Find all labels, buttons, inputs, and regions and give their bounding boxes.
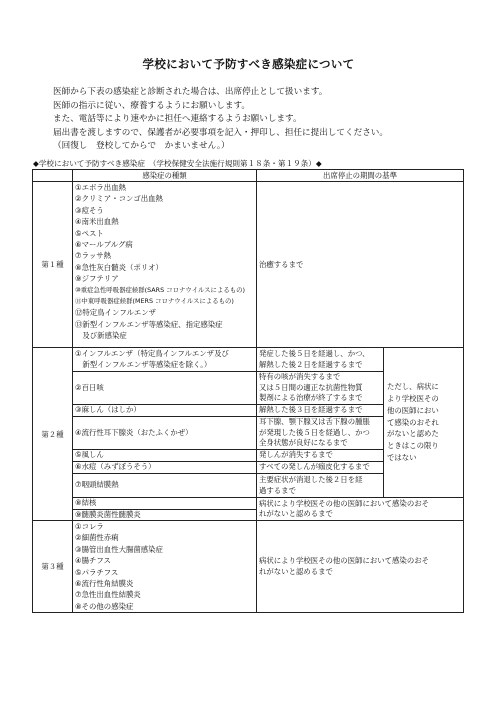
intro-line: 医師から下表の感染症と診断された場合は、出席停止として扱います。	[53, 87, 328, 97]
list-item: ③腸管出血性大腸菌感染症	[75, 544, 163, 554]
list-item: ④腸チフス	[75, 556, 111, 566]
header-period: 出席停止の期間の基準	[257, 170, 464, 182]
list-item: ①コレラ	[75, 522, 104, 531]
list-item: ⑦急性出血性結膜炎	[75, 590, 141, 600]
grade2-disease-9: ⑨髄膜炎菌性髄膜炎	[73, 509, 257, 521]
intro-text	[53, 86, 483, 154]
list-item: ⑧その他の感染症	[75, 601, 134, 611]
intro-line: （回復し 登校してからで かまいません。）	[53, 141, 230, 151]
list-item: ⑤パラチフス	[75, 567, 119, 577]
grade2-note: ただし、病状に より学校医その 他の医師におい て感染のおそれ がないと認めた ときはこの限り ではない	[384, 348, 464, 498]
list-item: ⑨ジフテリア	[75, 274, 119, 284]
list-item: ②細菌性赤痢	[75, 533, 119, 543]
grade2-disease-4: ④流行性耳下腺炎（おたふくかぜ）	[73, 417, 257, 450]
grade2-period-3: 解熱した後３日を経過するまで	[257, 405, 384, 417]
list-item: ⑩重症急性呼吸器症候群(SARS コロナウイルスによるもの)	[75, 285, 245, 294]
list-item: ⑫特定鳥インフルエンザ	[75, 308, 157, 318]
list-item: ②クリミア・コンゴ出血熱	[75, 194, 163, 204]
grade2-disease-7: ⑦咽頭結膜熱	[73, 474, 257, 498]
grade2-disease-2: ②百日咳	[73, 372, 257, 405]
grade2-disease-8: ⑧結核	[73, 498, 257, 510]
grade1-label: 第１種	[33, 182, 73, 348]
grade3-period: 病状により学校医その他の医師において感染のおそ れがないと認めるまで	[257, 521, 464, 613]
intro-line: また、電話等により速やかに担任へ連絡するようお願いします。	[53, 114, 302, 124]
list-item: ⑪中東呼吸器症候群(MERS コロナウイルスによるもの)	[75, 297, 234, 306]
list-item: ⑤ペスト	[75, 228, 104, 238]
grade2-disease-3: ③麻しん（はしか）	[73, 405, 257, 417]
grade3-disease-list	[73, 521, 257, 613]
header-disease: 感染症の種類	[73, 170, 257, 182]
grade2-period-5: 発しんが消失するまで	[257, 450, 384, 462]
grade3-label: 第３種	[33, 521, 73, 613]
table-row	[33, 498, 464, 510]
grade2-period-4: 耳下腺、顎下腺又は舌下腺の腫脹 が発現した後５日を経過し、かつ 全身状態が良好になるまで	[257, 417, 384, 450]
grade2-period-8-9: 病状により学校医その他の医師において感染のおそ れがないと認めるまで	[257, 498, 464, 521]
list-item: ⑧急性灰白髄炎（ポリオ）	[75, 262, 163, 272]
grade2-period-7: 主要症状が消退した後２日を経 過するまで	[257, 474, 384, 498]
list-item: ④南米出血熱	[75, 217, 119, 227]
list-item: ⑥流行性角結膜炎	[75, 579, 134, 589]
infection-table	[32, 169, 464, 613]
intro-line: 届出書を渡しますので、保護者が必要事項を記入・押印し、担任に提出してください。	[53, 127, 388, 138]
table-heading: ◆学校において予防すべき感染症 （学校保健安全法施行規則第１８条・第１９条）◆	[33, 159, 322, 168]
page-title: 学校において予防すべき感染症について	[142, 57, 355, 71]
grade2-disease-5: ⑤風しん	[73, 450, 257, 462]
grade1-row	[33, 182, 464, 348]
grade3-row	[33, 521, 464, 613]
grade1-disease-list	[73, 182, 257, 348]
list-item: ①エボラ出血熱	[75, 183, 126, 192]
grade2-period-2: 特有の咳が消失するまで 又は５日間の適正な抗菌性物質 製剤による治療が終了するまで	[257, 372, 384, 405]
list-item: ⑬新型インフルエンザ等感染症、指定感染症	[75, 319, 223, 329]
grade2-period-6: すべての発しんが痂皮化するまで	[257, 462, 384, 474]
grade1-period: 治癒するまで	[257, 182, 464, 348]
grade2-disease-1: ①インフルエンザ（特定鳥インフルエンザ及び 新型インフルエンザ等感染症を除く。）	[73, 348, 257, 372]
list-item: ⑦ラッサ熱	[75, 251, 112, 261]
list-item: ⑥マールブルグ病	[75, 240, 133, 250]
grade2-disease-6: ⑥水痘（みずぼうそう）	[73, 462, 257, 474]
table-header-row	[33, 170, 464, 182]
intro-line: 医師の指示に従い、療養するようにお願いします。	[53, 100, 250, 111]
grade2-period-1: 発症した後５日を経過し、かつ、 解熱した後２日を経過するまで	[257, 348, 384, 372]
grade2-label: 第２種	[33, 348, 73, 521]
list-item: ③痘そう	[75, 205, 104, 215]
table-row	[33, 348, 464, 372]
list-item: 及び新感染症	[75, 331, 127, 341]
